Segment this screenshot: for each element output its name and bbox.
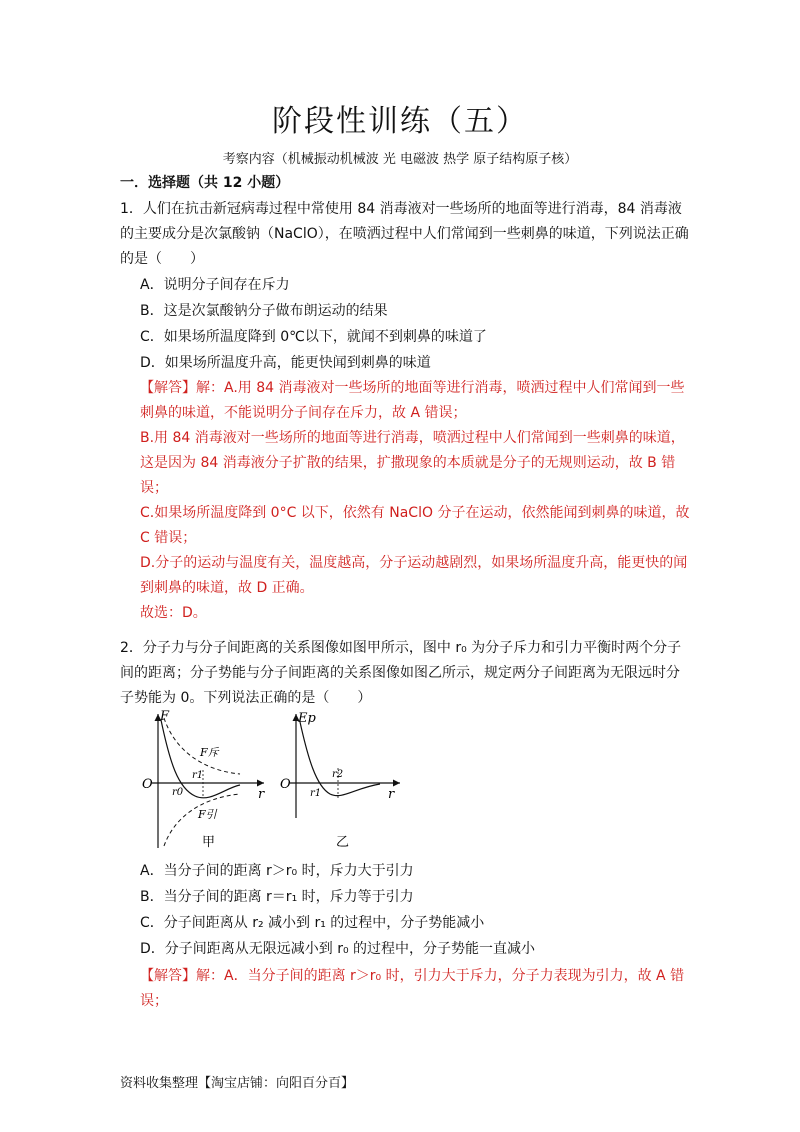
force-y-label: F [160, 709, 170, 724]
q1-answer-tag: 【解答】 [140, 380, 196, 396]
force-origin-label: O [142, 777, 153, 792]
q2-answer-tag: 【解答】 [140, 968, 196, 984]
page-subtitle: 考察内容（机械振动机械波 光 电磁波 热学 原子结构原子核） [222, 152, 578, 167]
q1-option-a: A．说明分子间存在斥力 [140, 277, 290, 293]
force-r0-label: r0 [172, 787, 184, 798]
q1-answer-line-3: C.如果场所温度降到 0°C 以下，依然有 NaClO 分子在运动，依然能闻到刺鼻的味道，故 C 错误； [140, 505, 690, 546]
potential-origin-label: O [280, 777, 291, 792]
force-x-label: r [258, 787, 265, 802]
potential-curve [300, 722, 380, 796]
page-footer: 资料收集整理【淘宝店铺：向阳百分百】 [120, 1076, 355, 1091]
force-repel-label: F斥 [200, 746, 219, 759]
q2-option-a: A．当分子间的距离 r＞r₀ 时，斥力大于引力 [140, 863, 414, 879]
potential-y-label: Ep [298, 711, 316, 726]
page-title: 阶段性训练（五） [272, 104, 528, 139]
force-caption: 甲 [202, 835, 216, 850]
q1-answer-line-4: D.分子的运动与温度有关，温度越高，分子运动越剧烈，如果场所温度升高，能更快的闻到刺鼻的味道，故 D 正确。 [140, 555, 688, 596]
q1-option-b: B．这是次氯酸钠分子做布朗运动的结果 [140, 303, 388, 319]
q1-answer [140, 376, 690, 626]
q2-option-b: B．当分子间的距离 r＝r₁ 时，斥力等于引力 [140, 889, 414, 905]
potential-caption: 乙 [336, 835, 350, 850]
potential-r1-label: r1 [310, 788, 322, 799]
potential-x-label: r [388, 787, 395, 802]
q1-answer-line-2: B.用 84 消毒液对一些场所的地面等进行消毒，喷洒过程中人们常闻到一些刺鼻的味道，这是因为 84 消毒液分子扩散的结果，扩撒现象的本质就是分子的无规则运动，故 B 错误； [140, 430, 685, 496]
force-r1-label: r1 [192, 770, 204, 781]
q2-option-c: C．分子间距离从 r₂ 减小到 r₁ 的过程中，分子势能减小 [140, 915, 485, 931]
q1-option-c: C．如果场所温度降到 0℃以下，就闻不到刺鼻的味道了 [140, 329, 487, 345]
force-attract-label: F引 [198, 808, 217, 821]
q2-answer [140, 964, 690, 1014]
q2-answer-text: 解：A．当分子间的距离 r＞r₀ 时，引力大于斥力，分子力表现为引力，故 A 错误； [140, 968, 685, 1009]
question-2-stem: 2．分子力与分子间距离的关系图像如图甲所示，图中 r₀ 为分子斥力和引力平衡时两个分子间的距离；分子势能与分子间距离的关系图像如图乙所示，规定两分子间距离为无限远时分子势能为 0。下列说法正确的是（ ） [120, 640, 682, 706]
q1-answer-line-5: 故选：D。 [140, 605, 207, 621]
q1-answer-line-1: 解：A.用 84 消毒液对一些场所的地面等进行消毒，喷洒过程中人们常闻到一些刺鼻的味道，不能说明分子间存在斥力，故 A 错误； [140, 380, 685, 421]
question-1-stem: 1．人们在抗击新冠病毒过程中常使用 84 消毒液对一些场所的地面等进行消毒，84 消毒液的主要成分是次氯酸钠（NaClO），在喷洒过程中人们常闻到一些刺鼻的味道，下列说法正确的是（ ） [120, 201, 689, 267]
figure-potential-graph [280, 708, 405, 853]
potential-r2-label: r2 [332, 769, 344, 780]
q2-option-d: D．分子间距离从无限远减小到 r₀ 的过程中，分子势能一直减小 [140, 941, 536, 957]
section-heading: 一．选择题（共 12 小题） [120, 175, 290, 191]
figure-force-graph [140, 708, 280, 853]
q1-option-d: D．如果场所温度升高，能更快闻到刺鼻的味道 [140, 355, 431, 371]
